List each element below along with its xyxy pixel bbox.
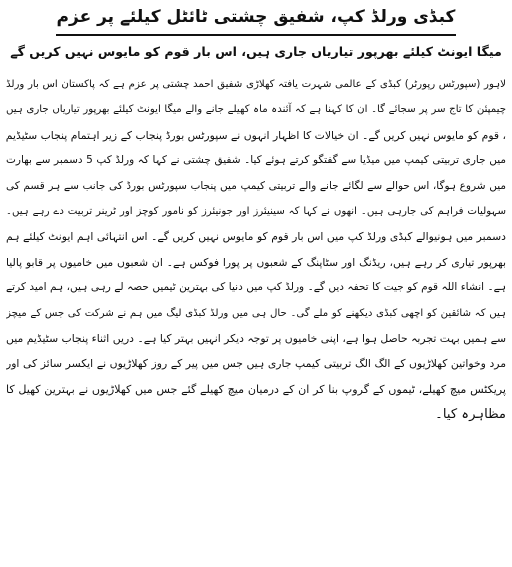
body-line: میں شروع ہوگا، اس حوالے سے لگائے جانے والے تربیتی کیمپ میں پنجاب سپورٹس بورڈ کی جانب سے ہر قسم کی: [6, 179, 506, 192]
body-line: لاہور (سپورٹس رپورٹر) کبڈی کے عالمی شہرت یافتہ کھلاڑی شفیق احمد چشتی پر عزم ہے کہ پاکستان اس بار ورلڈ: [6, 79, 506, 90]
body-line: ، قوم کو مایوس نہیں کریں گے۔ ان خیالات کا اظہار انہوں نے سپورٹس بورڈ پنجاب کے زیر اہتمام پنجاب سٹیڈیم: [6, 128, 506, 142]
article-body: [6, 72, 506, 428]
body-line: مرد وخواتین کھلاڑیوں کے الگ الگ تربیتی کیمپ جاری ہیں جس میں پیر کے روز کھلاڑیوں نے ایکسر سائز کی اور: [6, 357, 506, 371]
headline-divider: [56, 34, 456, 36]
body-line: ہیں کہ شائقین کو اچھی کبڈی دیکھنے کو ملے گی۔ حال ہی میں ورلڈ کبڈی لیگ میں ہم نے شرکت کی جس کے میچز: [6, 307, 506, 319]
headline: کبڈی ورلڈ کپ، شفیق چشتی ٹائٹل کیلئے پر عزم: [56, 7, 456, 27]
body-line: سے ہمیں بہت تجربہ حاصل ہوا ہے، اپنی خامیوں پر توجہ دیکر انہیں بہتر کیا ہے۔ دریں اثناء پنجاب سٹیڈیم میں: [6, 332, 506, 346]
body-line: ہے۔ انشاء اللہ قوم کو جیت کا تحفہ دیں گے۔ ورلڈ کپ میں دنیا کی بہترین ٹیمیں حصہ لے رہی ہیں، ہم امید کرتے: [6, 281, 506, 294]
subheadline: میگا ایونٹ کیلئے بھرپور تیاریاں جاری ہیں، اس بار قوم کو مایوس نہیں کریں گے: [10, 44, 502, 59]
body-line: چیمپئن کا تاج سر پر سجائے گا۔ ان کا کہنا ہے کہ آئندہ ماہ کھیلے جانے والے میگا ایونٹ کیلئے بھرپور تیاریاں جاری ہیں: [6, 104, 506, 116]
body-line: سہولیات فراہم کی جارہی ہیں۔ انھوں نے کہا کہ سینیئرز اور جونیئرز کو نامور کوچز اور ٹرینر تربیت دے رہے ہیں۔: [6, 206, 506, 218]
body-line: دسمبر میں ہونیوالے کبڈی ورلڈ کپ میں اس بار قوم کو مایوس نہیں کریں گے۔ اس انتہائی اہم ایونٹ کیلئے ہم: [6, 230, 506, 244]
body-line: میں جاری تربیتی کیمپ میں میڈیا سے گفتگو کرتے ہوئے کیا۔ شفیق چشتی نے کہا کہ ورلڈ کپ 5 دسمبر سے بھارت: [6, 154, 506, 167]
body-line: بھرپور تیاری کر رہے ہیں، ریڈنگ اور سٹاپنگ کے شعبوں پر پورا فوکس ہے۔ ان شعبوں میں خامیوں پر قابو پالیا: [6, 255, 506, 269]
body-line: مظاہرہ کیا۔: [435, 407, 506, 423]
body-line: پریکٹس میچ کھیلے، ٹیموں کے گروپ بنا کر ان کے درمیان میچ کھیلے گئے جس میں کھلاڑیوں نے بہترین کھیل کا: [6, 382, 506, 396]
